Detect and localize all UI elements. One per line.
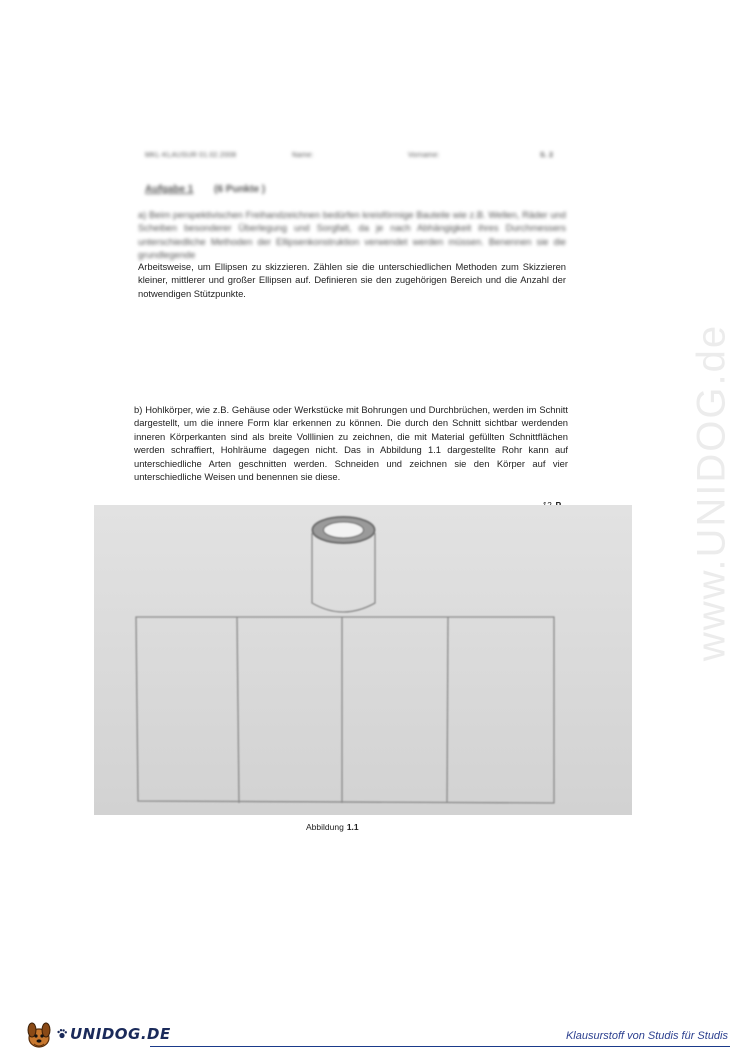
unidog-logo (22, 1018, 171, 1050)
figure-background (94, 505, 632, 815)
header-vorname-label: Vorname: (408, 152, 440, 159)
task-title (145, 184, 265, 195)
task-points: (6 Punkte ) (214, 184, 266, 195)
figure-pipe-photo (94, 505, 632, 815)
figure-caption (306, 822, 359, 832)
footer-divider (150, 1046, 730, 1047)
exam-page: www.UNIDOG.de MKL-KLAUSUR 01.02.2008 Name: Vorname: S. 2 Aufgabe 1 (6 Punkte ) a) Beim perspektivischen Freihandzeichnen bedürfen kreisförmige Bauteile wie z.B. Wellen, Räder und Scheiben besonderer Überlegung und Sorgfalt, da je nach Abhängigkeit ihres Durchmessers unterschiedliche Methoden der Ellipsenkonstruktion verwendet werden müssen. Benennen sie die grundlegende Arbeitsweise, um Ellipsen zu skizzieren. Zählen sie die unterschiedlichen Methoden zum Skizzieren kleiner, mittlerer und großer Ellipsen auf. Definieren sie den zugehörigen Bereich und die Anzahl der notwendigen Stützpunkte. b) Hohlkörper, wie z.B. Gehäuse oder Werkstücke mit Bohrungen und Durchbrüchen, werden im Schnitt dargestellt, um die innere Form klar erkennen zu können. Die durch den Schnitt sichtbar werdenden inneren Körperkanten sind als breite Volllinien zu zeichnen, die mit Material gefüllten Schnittflächen werden schraffiert, Hohlräume dagegen nicht. Das in Abbildung 1.1 dargestellte Rohr kann auf unterschiedliche Arten geschnitten werden. Schneiden und zeichnen sie den Körper auf vier unterschiedliche Weisen und benennen sie diese. Abbildung 1.1 UNIDOG.DE Klausurstoff von Studis für Studis (0, 0, 750, 1060)
pipe-inner-bore (324, 522, 364, 538)
part-b-text: b) Hohlkörper, wie z.B. Gehäuse oder Werkstücke mit Bohrungen und Durchbrüchen, werden im Schnitt dargestellt, um die innere Form klar erkennen zu können. Die durch den Schnitt sichtbar werdenden inneren Körperkanten sind als breite Volllinien zu zeichnen, die mit Material gefüllten Schnittflächen werden schraffiert, Hohlräume dagegen nicht. Das in Abbildung 1.1 dargestellte Rohr kann auf unterschiedliche Arten geschnitten werden. Schneiden und zeichnen sie den Körper auf vier unterschiedliche Weisen und benennen sie diese. (134, 404, 568, 483)
dog-icon (22, 1018, 56, 1050)
caption-label: Abbildung (306, 822, 344, 832)
footer-slogan: Klausurstoff von Studis für Studis (565, 1030, 728, 1042)
brand-name: UNIDOG.DE (70, 1025, 171, 1043)
paw-icon (56, 1028, 68, 1040)
part-a-text: Arbeitsweise, um Ellipsen zu skizzieren. Zählen sie die unterschiedlichen Methoden zum Skizzieren kleiner, mittlerer und großer Ellipsen auf. Definieren sie den zugehörigen Bereich und die Anzahl der notwendigen Stützpunkte. (138, 261, 566, 299)
part-a-text-blurred: a) Beim perspektivischen Freihandzeichnen bedürfen kreisförmige Bauteile wie z.B. Wellen, Räder und Scheiben besonderer Überlegung und Sorgfalt, da je nach Abhängigkeit ihres Durchmessers unterschiedliche Methoden der Ellipsenkonstruktion verwendet werden müssen. Benennen sie die grundlegende (138, 209, 566, 261)
header-name-label: Name: (292, 152, 314, 159)
header-page-number: S. 2 (540, 152, 554, 159)
header-left: MKL-KLAUSUR 01.02.2008 (145, 152, 237, 159)
task-heading: Aufgabe 1 (145, 184, 194, 195)
caption-number: 1.1 (346, 822, 359, 832)
